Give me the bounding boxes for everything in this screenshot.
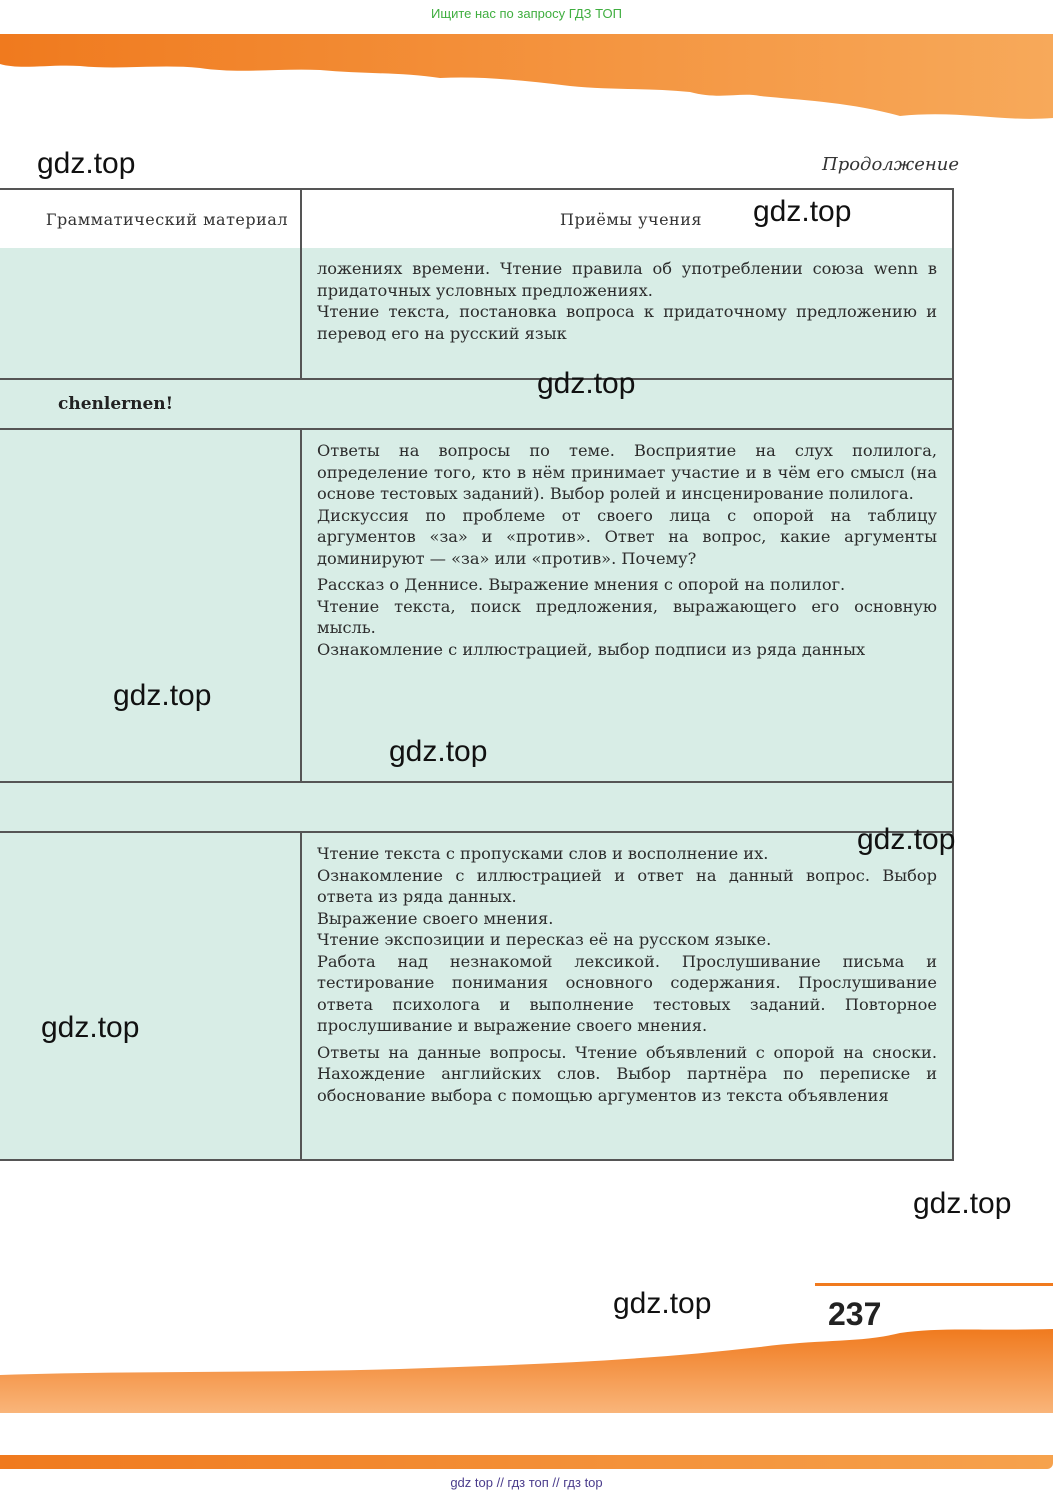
table-cell-methods bbox=[317, 843, 937, 1106]
cell-text: Чтение экспозиции и пересказ её на русском языке. bbox=[317, 930, 772, 949]
cell-text: Ответы на вопросы по теме. Восприятие на слух полилога, определение того, кто в нём принимает участие и в чём его смысл (на основе тестовых заданий). Выбор ролей и инсценирование полилога. bbox=[317, 441, 937, 503]
page-number-rule bbox=[815, 1283, 1053, 1286]
table-cell-grammar bbox=[0, 248, 302, 378]
cell-text: Работа над незнакомой лексикой. Прослушивание письма и тестирование понимания основного содержания. Прослушивание ответа психолога и выполнение тестовых заданий. Повторное прослушивание и выражение своего мнения. bbox=[317, 951, 937, 1035]
watermark: gdz.top bbox=[37, 147, 136, 180]
section-title: chenlernen! bbox=[58, 394, 174, 414]
watermark: gdz.top bbox=[857, 823, 956, 856]
watermark: gdz.top bbox=[389, 735, 488, 768]
bottom-bar bbox=[0, 1455, 1053, 1469]
watermark: gdz.top bbox=[537, 367, 636, 400]
bottom-links[interactable]: gdz top // гдз топ // гдз top bbox=[450, 1475, 603, 1490]
header-col-grammar bbox=[0, 190, 302, 248]
watermark: gdz.top bbox=[113, 679, 212, 712]
watermark: gdz.top bbox=[753, 195, 852, 228]
empty-section-row bbox=[0, 783, 954, 833]
cell-text: Ответы на данные вопросы. Чтение объявлений с опорой на сноски. Нахождение английских слов. Выбор партнёра по переписке и обоснование выбора с помощью аргументов из текста объявления bbox=[317, 1042, 937, 1105]
cell-text: Ознакомление с иллюстрацией и ответ на данный вопрос. Выбор ответа из ряда данных. bbox=[317, 865, 937, 906]
header-methods-label: Приёмы учения bbox=[560, 210, 702, 229]
cell-text: Чтение текста с пропусками слов и восполнение их. bbox=[317, 844, 769, 863]
continued-label: Продолжение bbox=[822, 154, 959, 175]
cell-text: Чтение текста, постановка вопроса к придаточному предложению и перевод его на русский язык bbox=[317, 302, 937, 343]
table-cell-methods bbox=[317, 440, 937, 660]
cell-text: Чтение текста, поиск предложения, выражающего его основную мысль. bbox=[317, 596, 937, 637]
section-row bbox=[0, 380, 954, 430]
table-cell-grammar bbox=[0, 833, 302, 1159]
watermark: gdz.top bbox=[913, 1187, 1012, 1220]
page-number: 237 bbox=[828, 1296, 882, 1332]
cell-text: Выражение своего мнения. bbox=[317, 908, 554, 928]
cell-text: ложениях времени. Чтение правила об употреблении союза wenn в придаточных условных предложениях. bbox=[317, 259, 937, 300]
header-grammar-label: Грамматический материал bbox=[45, 210, 288, 229]
table-row bbox=[0, 833, 954, 1161]
cell-text: Дискуссия по проблеме от своего лица с опорой на таблицу аргументов «за» и «против». Ответ на вопрос, какие аргументы доминируют — «за» или «против». Почему? bbox=[317, 505, 937, 568]
footer-decoration bbox=[0, 1325, 1053, 1415]
watermark: gdz.top bbox=[41, 1011, 140, 1044]
table-row bbox=[0, 248, 954, 380]
top-note: Ищите нас по запросу ГДЗ ТОП bbox=[431, 6, 622, 21]
cell-text: Ознакомление с иллюстрацией, выбор подписи из ряда данных bbox=[317, 639, 866, 659]
cell-text: Рассказ о Деннисе. Выражение мнения с опорой на полилог. bbox=[317, 575, 846, 594]
watermark: gdz.top bbox=[613, 1287, 712, 1320]
table-row bbox=[0, 430, 954, 783]
header-decoration bbox=[0, 30, 1053, 130]
table-cell-methods bbox=[317, 258, 937, 344]
table-cell-grammar bbox=[0, 430, 302, 781]
